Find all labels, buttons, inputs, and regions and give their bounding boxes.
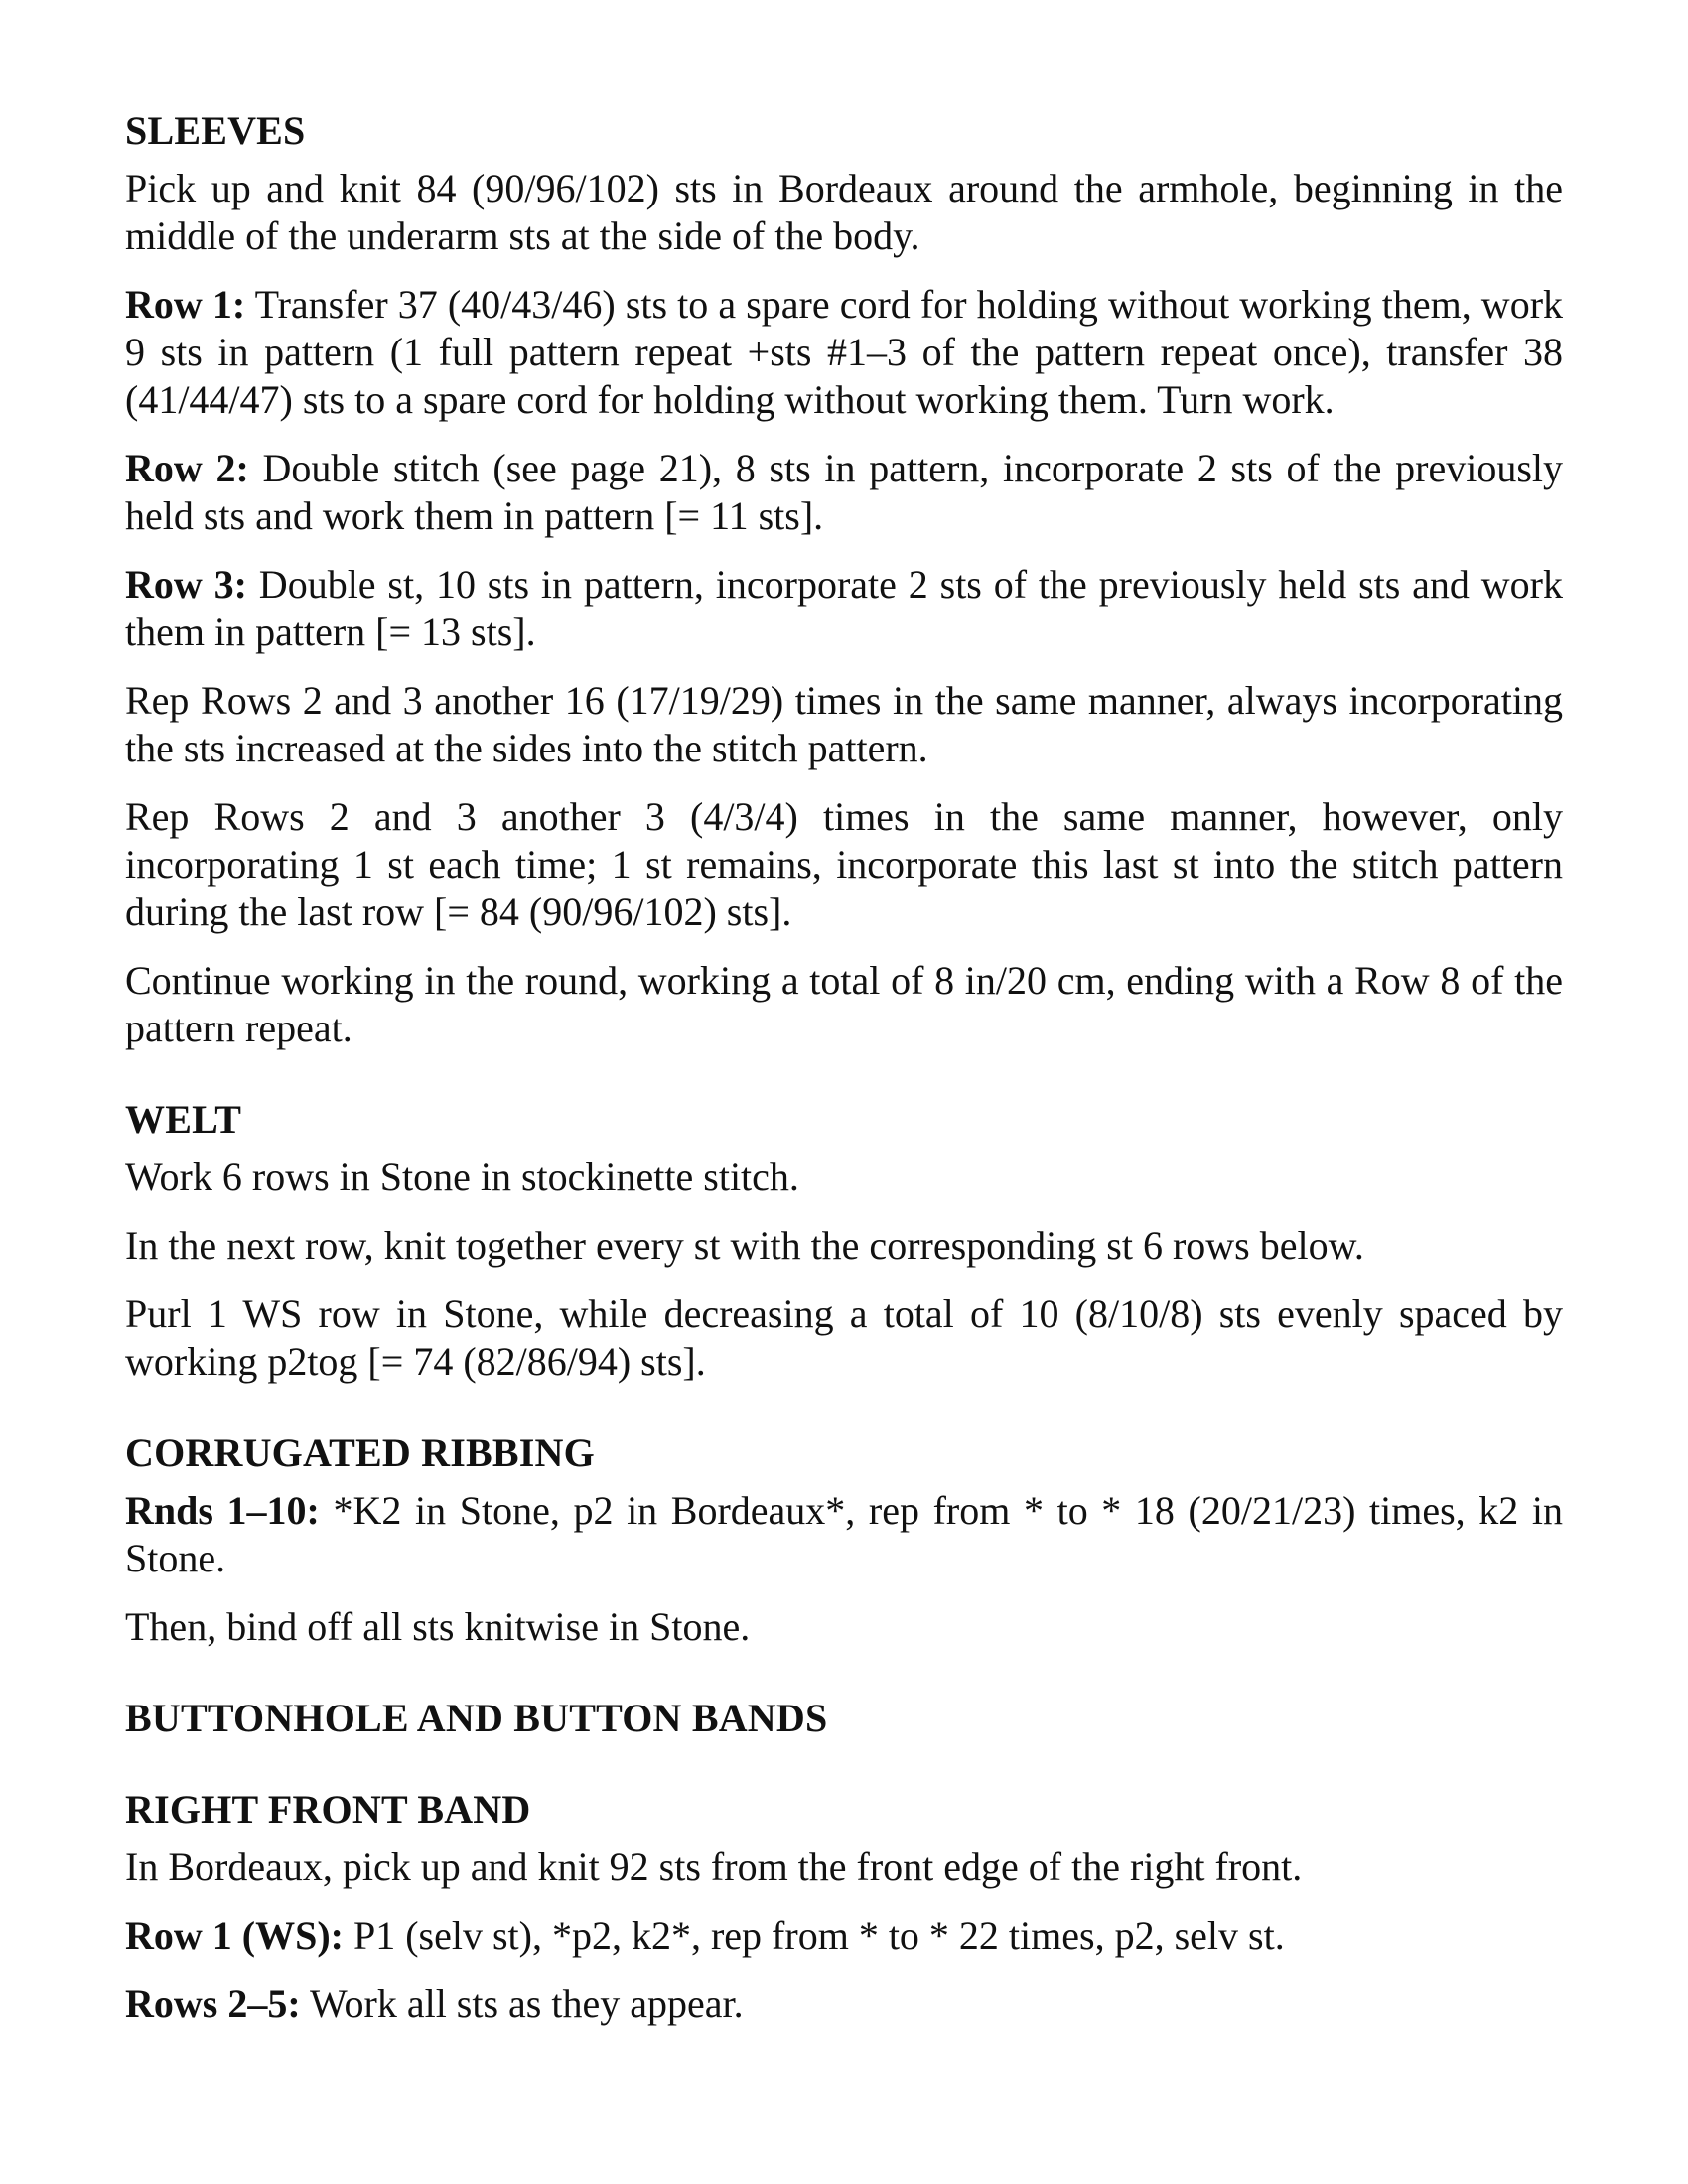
- paragraph-text: Rep Rows 2 and 3 another 3 (4/3/4) times in the same manner, however, only incorporating 1 st each time; 1 st remains, incorporate this last st into the stitch pattern during the last row [= 84 (90/96/102) sts].: [125, 794, 1563, 934]
- section-title-welt: WELT: [125, 1097, 242, 1142]
- section-title-buttonhole-bands: BUTTONHOLE AND BUTTON BANDS: [125, 1696, 828, 1740]
- row-label: Rows 2–5:: [125, 1981, 301, 2026]
- welt-para-2: [125, 1222, 1563, 1270]
- band-row-1: [125, 1912, 1563, 1960]
- paragraph-text: Double st, 10 sts in pattern, incorporate 2 sts of the previously held sts and work them in pattern [= 13 sts].: [125, 562, 1563, 654]
- paragraph-text: P1 (selv st), *p2, k2*, rep from * to * 22 times, p2, selv st.: [343, 1913, 1285, 1958]
- row-label: Row 3:: [125, 562, 247, 607]
- row-label: Row 1:: [125, 282, 246, 327]
- paragraph-text: Transfer 37 (40/43/46) sts to a spare cord for holding without working them, work 9 sts in pattern (1 full pattern repeat +sts #1–3 of the pattern repeat once), transfer 38 (41/44/47) sts to a spare cord for holding without working them. Turn work.: [125, 282, 1564, 422]
- ribbing-bind-off: [125, 1603, 1563, 1651]
- paragraph-text: Continue working in the round, working a total of 8 in/20 cm, ending with a Row 8 of the pattern repeat.: [125, 958, 1563, 1050]
- paragraph-text: Rep Rows 2 and 3 another 16 (17/19/29) times in the same manner, always incorporating the sts increased at the sides into the stitch pattern.: [125, 678, 1563, 770]
- sleeves-repeat-2: [125, 793, 1563, 936]
- paragraph-text: In Bordeaux, pick up and knit 92 sts from the front edge of the right front.: [125, 1844, 1303, 1889]
- section-title-corrugated-ribbing: CORRUGATED RIBBING: [125, 1431, 595, 1475]
- sleeves-row-1: [125, 281, 1563, 424]
- paragraph-text: Work 6 rows in Stone in stockinette stitch.: [125, 1155, 799, 1199]
- document-page: [125, 107, 1563, 2049]
- welt-para-3: [125, 1291, 1563, 1386]
- section-title-sleeves: SLEEVES: [125, 108, 306, 153]
- paragraph-text: Pick up and knit 84 (90/96/102) sts in Bordeaux around the armhole, beginning in the middle of the underarm sts at the side of the body.: [125, 166, 1563, 258]
- band-pick-up: [125, 1843, 1563, 1891]
- sleeves-continue: [125, 957, 1563, 1052]
- band-rows-2-5: [125, 1980, 1563, 2028]
- paragraph-text: Double stitch (see page 21), 8 sts in pattern, incorporate 2 sts of the previously held sts and work them in pattern [= 11 sts].: [125, 446, 1564, 538]
- paragraph-text: Then, bind off all sts knitwise in Stone.: [125, 1604, 751, 1649]
- row-label: Row 2:: [125, 446, 249, 490]
- sleeves-row-2: [125, 445, 1563, 540]
- paragraph-text: *K2 in Stone, p2 in Bordeaux*, rep from * to * 18 (20/21/23) times, k2 in Stone.: [125, 1488, 1564, 1580]
- row-label: Rnds 1–10:: [125, 1488, 320, 1533]
- sleeves-intro: [125, 165, 1563, 260]
- paragraph-text: In the next row, knit together every st with the corresponding st 6 rows below.: [125, 1223, 1364, 1268]
- sleeves-row-3: [125, 561, 1563, 656]
- welt-para-1: [125, 1154, 1563, 1201]
- ribbing-rounds: [125, 1487, 1563, 1582]
- paragraph-text: Purl 1 WS row in Stone, while decreasing a total of 10 (8/10/8) sts evenly spaced by working p2tog [= 74 (82/86/94) sts].: [125, 1292, 1563, 1384]
- row-label: Row 1 (WS):: [125, 1913, 344, 1958]
- paragraph-text: Work all sts as they appear.: [300, 1981, 744, 2026]
- sleeves-repeat-1: [125, 677, 1563, 772]
- section-title-right-front-band: RIGHT FRONT BAND: [125, 1787, 531, 1832]
